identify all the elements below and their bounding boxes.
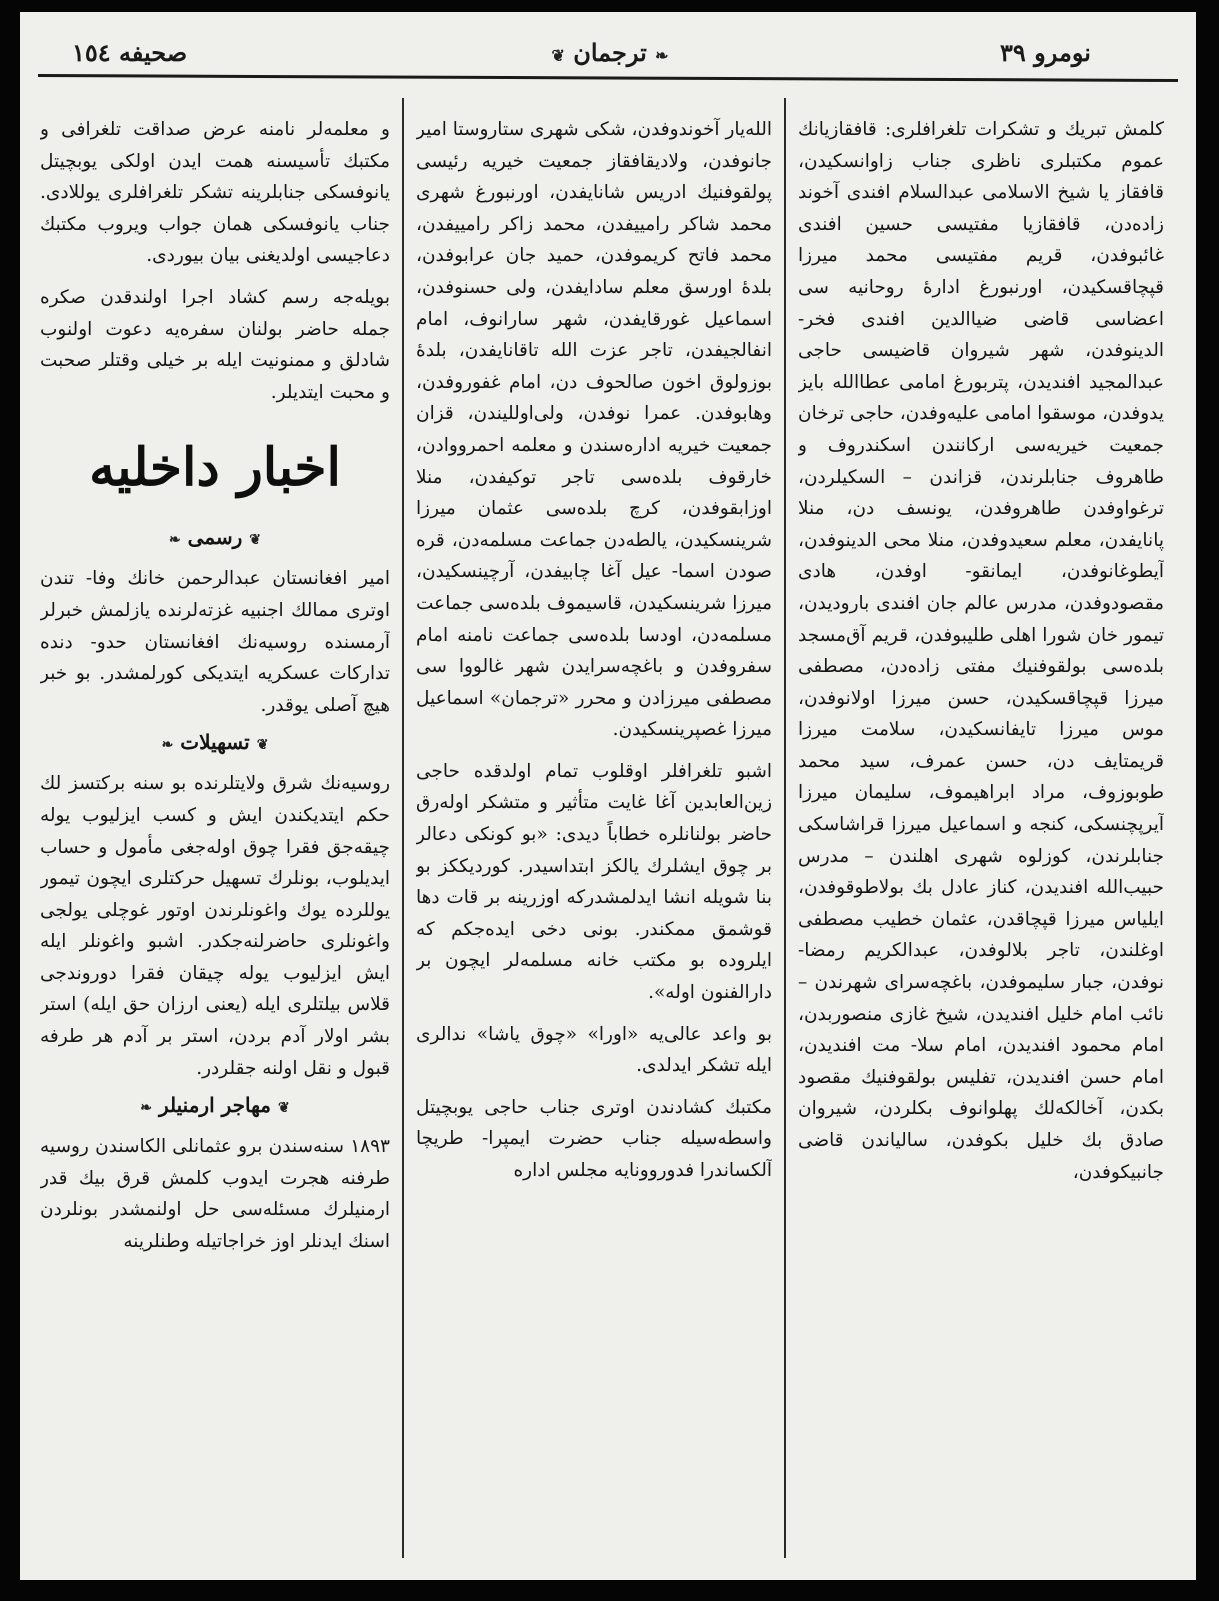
page-header (20, 12, 1196, 84)
subheading-facilities-text: تسهیلات (180, 730, 250, 755)
right-ornament-icon: ❧ (655, 46, 669, 65)
ornament-icon: ❧ (140, 1100, 152, 1117)
ornament-icon: ❦ (277, 1100, 290, 1117)
page-number: صحیفه ١٥٤ (72, 38, 188, 67)
subheading-official-text: رسمی (187, 525, 243, 550)
column-divider-right (784, 98, 786, 1558)
armenian-migrants-news: ١٨٩٣ سنه‌سندن برو عثمانلی الکاسندن روسیه طرفنه هجرت ایدوب کلمش قرق بیك قدر ارمنیلرك مسئله‌سی حل اولنمشدر بونلردن اسنك ایدنلر اوز خراجاتیله وطنلرینه (40, 1136, 390, 1253)
left-ornament-icon: ❦ (551, 46, 565, 65)
banquet-paragraph: بویله‌جه رسم کشاد اجرا اولندقدن صکره جمله حاضر بولنان سفره‌یه دعوت اولنوب شادلق و ممنونیت ایله بر خیلی وقتلر صحبت و محبت ایتدیلر. (40, 286, 390, 403)
issue-number: نومرو ٣٩ (1000, 38, 1091, 67)
ornament-icon: ❦ (249, 532, 262, 549)
masthead-title-text: ترجمان (573, 38, 647, 67)
column-middle (416, 114, 772, 1564)
ornament-icon: ❧ (168, 532, 181, 549)
afghanistan-news: امیر افغانستان عبدالرحمن خانك وفا- تندن اوتری ممالك اجنبیه غزته‌لرنده یازلمش خبرلر آرمسنده روسیه‌نك افغانستان حدو- دنده تدارکات عسکریه ایتدیکی کورلمشدر. بو خبر هیچ آصلی یوقدر. (40, 568, 390, 716)
subheading-official (40, 522, 390, 555)
empress-telegram-paragraph: مکتبك کشادندن اوتری جناب حاجی یوبچیتل واسطه‌سیله جناب حضرت ایمپرا- طریچا آلکساندرا فدوروونایه مجلس اداره (416, 1096, 772, 1181)
telegram-list-continued: الله‌یار آخوندوفدن، شکی شهری ستاروستا امیر جانوفدن، ولادیقافقاز جمعیت خیریه رئیسی پولقوفنیك ادریس شانایفدن، اورنبورغ شهری محمد شاکر رامییفدن، محمد زاکر رامییفدن، محمد فاتح کریموفدن، حمید جان عرابوفدن، بلدهٔ اورسق معلم سادایفدن، ولی حسنوفدن، اسماعیل غورقایفدن، شهر سارانوف، امام انفالجیفدن، تاجر عزت الله تاقانایفدن، بلدهٔ بوزولوق اخون صالحوف دن، امام غفوروفدن، وهابوفدن. عمرا نوفدن، ولی‌اوللیندن، قزان جمعیت خیریه اداره‌سندن و معلمه احمرووادن، خارقوف بلده‌سی تاجر توکیفدن، منلا اوزابقوفدن، کرچ بلده‌سی عثمان میرزا شرینسکیدن، یالطه‌دن جماعت مسلمه‌دن، قره صودن اسما- عیل آغا چابیفدن، آرچینسکیدن، میرزا شرینسکیدن، قاسیموف بلده‌سی جماعت مسلمه‌دن، اودسا بلده‌سی جماعت نامنه امام سفروفدن و باغچه‌سرایدن شهر غالووا سی مصطفی میرزادن و محرر «ترجمان» اسماعیل میرزا غصپرینسکیدن. (416, 119, 772, 741)
section-heading: اخبار داخلیه (89, 437, 341, 499)
column-right (798, 114, 1164, 1564)
railway-news: روسیه‌نك شرق ولایتلرنده بو سنه برکتسز لك حکم ایتدیکندن ایش و کسب ایزلیوب یوله چیقه‌جق فقرا چوق اوله‌جغی مأمول و حساب ایدیلوب، بونلرك تسهیل حرکتلری ایچون تیمور یوللرده یوك واغونلرندن اوتور غوچلی یولجی واغونلری حاضرلنه‌جکدر. اشبو واغونلر ایله ایش ایزلیوب یوله چیقان فقرا دوروندجی قلاس بیلتلری ایله (یعنی ارزان حق ایله) استر بشر اولار آدم بردن، استر بر آدم هر طرفه قبول و نقل اولنه جقلردر. (40, 773, 390, 1079)
telegram-list-text: کلمش تبریك و تشکرات تلغرافلری: قافقازیانك عموم مکتبلری ناظری جناب زاوانسکیدن، قافقاز یا شیخ الاسلامی عبدالسلام افندی آخوند زاده‌دن، قافقازیا مفتیسی حسین افندی غائبوفدن، قریم مفتیسی محمد میرزا قپچاقسکیدن، اورنبورغ ادارهٔ روحانیه سی اعضاسی قاضی ضیاالدین افندی فخر- الدینوفدن، شهر شیروان قاضیسی حاجی عبدالمجید افندیدن، پتربورغ امامی عطاالله بایز یدوفدن، موسقوا امامی علیه‌وفدن، حاجی ترخان جمعیت خیریه‌سی ارکانندن اسکندروف و طاهروف جنابلرندن، قزاندن – السکیلردن، ترغواوفدن طاهروفدن، یونسف دن، منلا پانایفدن، معلم سعیدوفدن، منلا محی الدینوفدن، آیطوغانوفدن، ایمانقو- اوفدن، هادی مقصودوفدن، مدرس عالم جان افندی بارودیدن، تیمور خان شورا اهلی طلیبوفدن، قریم آق‌مسجد بلده‌سی بولقوفنیك مفتی زاده‌دن، مصطفی میرزا قپچاقسکیدن، حسن میرزا اولانوفدن، موس میرزا تایفانسکیدن، سلامت میرزا قریمتایف دن، حسن عمرف، سید محمد طوبوزوف، مراد ابراهیموف، سلیمان میرزا آیرپچنسکی، کنجه و اسماعیل میرزا قراشاسکی جنابلرندن، کوزلوه شهری اهلندن – مدرس حبیب‌الله افندیدن، کناز عادل بك بولاطوقوفدن، ایلیاس میرزا قپچاقدن، عثمان خطیب مصطفی اوغلندن، تاجر بلالوفدن، عبدالکریم رمضا- نوفدن، جبار سلیموفدن، باغچه‌سرای شهرندن – نائب امام خلیل افندیدن، شیخ غازی منصوربدن، امام محمود افندیدن، امام سلا- مت افندیدن، امام حسن افندیدن، تفلیس بولقوفنیك مقصود بکدن، آخالکه‌لك پهلوانوف بکلردن، شیروان صادق بك خلیل بکوفدن، سالیاندن قاضی جانبیکوفدن، (798, 119, 1164, 1183)
column-divider-left (402, 98, 404, 1558)
school-telegram-paragraph: و معلمه‌لر نامنه عرض صداقت تلغرافی و مکتبك تأسیسنه همت ایدن اولکی یوبچیتل یانوفسکی جنابلرینه تشکر تلغرافلری یوللادی. جناب یانوفسکی همان جواب ویروب مکتبك دعاجیسی اولدیغنی بیان بیوردی. (40, 119, 390, 267)
masthead-title (540, 38, 680, 67)
column-left (40, 114, 390, 1564)
ornament-icon: ❧ (161, 737, 174, 754)
speech-paragraph: اشبو تلغرافلر اوقلوب تمام اولدقده حاجی زین‌العابدین آغا غایت متأثیر و متشکر اوله‌رق حاضر بولنانلره خطاباً دیدی: «بو کونکی دعالر بر چوق ایشلرك یالکز ابتداسیدر. کوردیککز بو بنا شویله انشا ایدلمشدرکه اوزرینه بر قات دها قوشمق ممکندر. بونی دخی ایده‌جکم که ایلروده بو مکتب خانه مسلمه‌لر ایچون بر دارالفنون اوله». (416, 760, 772, 1004)
subheading-armenian-migrants-text: مهاجر ارمنیلر (158, 1093, 272, 1118)
applause-paragraph: بو واعد عالی‌یه «اورا» «چوق یاشا» ندالری ایله تشکر ایدلدی. (416, 1023, 772, 1077)
subheading-facilities (40, 727, 390, 760)
subheading-armenian-migrants (40, 1090, 390, 1123)
ornament-icon: ❦ (256, 737, 269, 754)
newspaper-page (20, 12, 1196, 1580)
